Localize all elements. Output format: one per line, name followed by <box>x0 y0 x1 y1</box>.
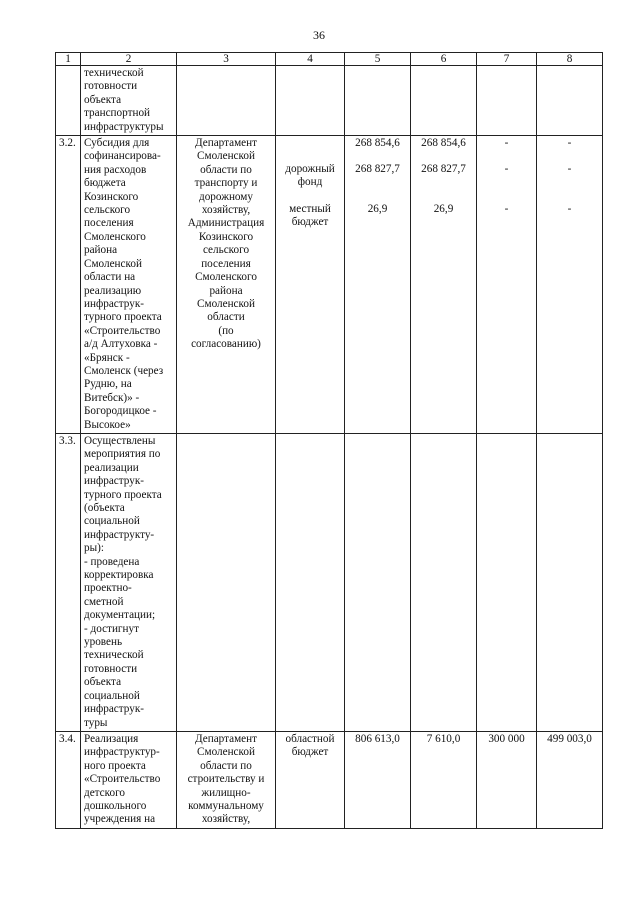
row-col6-cell <box>411 136 477 434</box>
value-total: 268 854,6 <box>421 137 466 150</box>
row-description: технической готовности объекта транспортной инфраструктуры <box>84 67 164 133</box>
value-road-fund: - <box>567 163 572 176</box>
row-executor: Департамент Смоленской области по строительству и жилищно- коммунальному хозяйству, <box>187 732 265 826</box>
row-col5-cell <box>345 136 411 434</box>
row-executor: Департамент Смоленской области по транспорту и дорожному хозяйству, Администрация Козинского сельского поселения Смоленского района Смоленской области (по согласованию) <box>187 137 265 351</box>
funding-source-local-budget: местный бюджет <box>289 202 331 229</box>
row-col6-cell <box>411 433 477 731</box>
row-source-cell <box>276 433 345 731</box>
header-col-3: 3 <box>177 53 276 66</box>
row-col8-cell <box>537 136 603 434</box>
row-col6-cell <box>411 66 477 136</box>
page-number: 36 <box>313 28 325 42</box>
funding-source-road-fund: дорожный фонд <box>285 163 335 189</box>
value-regional-budget: 7 610,0 <box>426 732 461 745</box>
row-col8-cell <box>537 731 603 828</box>
header-col-7: 7 <box>477 53 537 66</box>
value-local-budget: 26,9 <box>367 202 388 215</box>
table-row <box>56 66 603 136</box>
row-description: Реализация инфраструктур- ного проекта «Строительство детского дошкольного учреждения на <box>84 732 161 826</box>
value-total: 268 854,6 <box>355 137 400 150</box>
table-header-row <box>56 53 603 66</box>
row-source-cell <box>276 731 345 828</box>
value-road-fund: - <box>504 163 509 176</box>
row-col5-cell <box>345 66 411 136</box>
value-regional-budget: 806 613,0 <box>355 732 400 745</box>
funding-source-total <box>279 137 341 150</box>
row-number <box>56 66 81 136</box>
value-local-budget: - <box>504 202 509 215</box>
table-row <box>56 136 603 434</box>
header-col-1: 1 <box>56 53 81 66</box>
value-regional-budget: 499 003,0 <box>547 732 592 745</box>
value-road-fund: 268 827,7 <box>421 163 466 176</box>
header-col-4: 4 <box>276 53 345 66</box>
value-regional-budget: 300 000 <box>488 732 525 745</box>
table-row <box>56 731 603 828</box>
row-source-cell <box>276 136 345 434</box>
value-total: - <box>504 137 509 150</box>
row-number: 3.2. <box>56 136 81 434</box>
row-description: Осуществлены мероприятия по реализации инфраструк- турного проекта (объекта социальной инфраструкту- ры): - проведена корректировка проектно- сметной документации; - достигнут уровень технической готовности объекта социальной инфраструк- туры <box>84 434 162 729</box>
row-col7-cell <box>477 66 537 136</box>
header-col-6: 6 <box>411 53 477 66</box>
value-road-fund: 268 827,7 <box>355 163 400 176</box>
row-number: 3.3. <box>56 433 81 731</box>
row-col5-cell <box>345 433 411 731</box>
budget-table <box>55 52 603 829</box>
header-col-2: 2 <box>81 53 177 66</box>
table-row <box>56 433 603 731</box>
funding-source-regional-budget: областной бюджет <box>285 732 335 759</box>
row-number: 3.4. <box>56 731 81 828</box>
row-col6-cell <box>411 731 477 828</box>
value-total: - <box>567 137 572 150</box>
value-local-budget: - <box>567 202 572 215</box>
row-description: Субсидия для софинансирова- ния расходов бюджета Козинского сельского поселения Смоленского района Смоленской области на реализацию инфраструк- турного проекта «Строительство а/д Алтуховка - «Брянск - Смоленск (через Рудню, на Витебск)» - Богородицкое - Высокое» <box>84 137 164 431</box>
row-col8-cell <box>537 66 603 136</box>
header-col-5: 5 <box>345 53 411 66</box>
row-col7-cell <box>477 433 537 731</box>
row-col8-cell <box>537 433 603 731</box>
row-col5-cell <box>345 731 411 828</box>
row-col7-cell <box>477 731 537 828</box>
value-local-budget: 26,9 <box>433 202 454 215</box>
header-col-8: 8 <box>537 53 603 66</box>
row-col7-cell <box>477 136 537 434</box>
row-source-cell <box>276 66 345 136</box>
